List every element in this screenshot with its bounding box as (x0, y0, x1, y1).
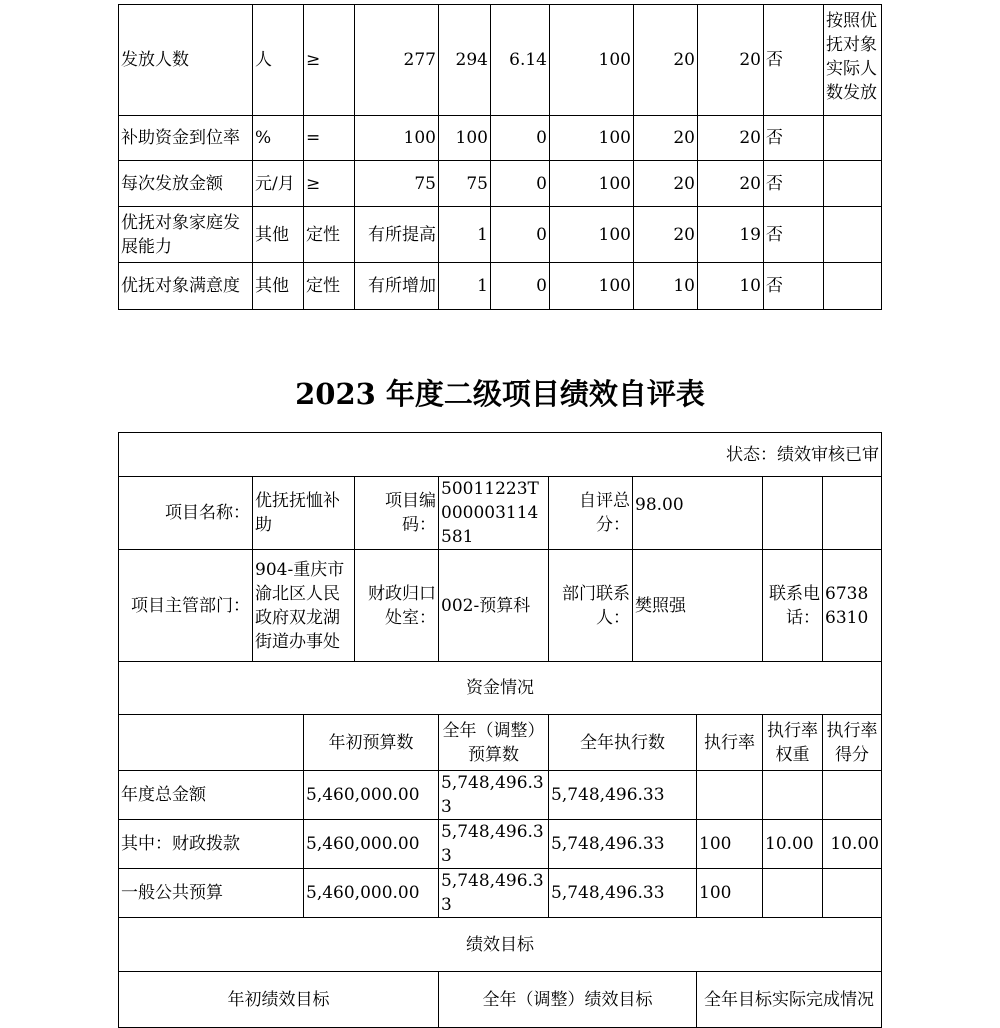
indicator-deviation: 0 (491, 161, 550, 207)
status-text: 状态：绩效审核已审 (119, 433, 882, 477)
col-header-actual-completion: 全年目标实际完成情况 (697, 972, 882, 1028)
project-code-label: 项目编码： (355, 477, 439, 550)
indicator-unit: 其他 (253, 207, 304, 263)
funds-executed: 5,748,496.33 (549, 820, 697, 869)
funds-row-label: 年度总金额 (119, 771, 304, 820)
indicator-deviation: 0 (491, 207, 550, 263)
table-row (119, 550, 882, 662)
table-row (119, 715, 882, 771)
indicator-actual: 1 (439, 207, 491, 263)
funds-score (823, 869, 882, 918)
indicator-operator: = (304, 116, 355, 161)
indicator-target: 277 (355, 5, 439, 116)
funds-initial: 5,460,000.00 (304, 771, 439, 820)
indicator-operator: 定性 (304, 263, 355, 310)
table-row (119, 869, 882, 918)
indicator-unit: % (253, 116, 304, 161)
table-row (119, 5, 882, 116)
phone-label: 联系电话： (763, 550, 823, 662)
table-row (119, 161, 882, 207)
indicator-score-base: 100 (550, 263, 634, 310)
indicator-actual: 294 (439, 5, 491, 116)
project-name: 优抚抚恤补助 (253, 477, 355, 550)
indicator-target: 有所提高 (355, 207, 439, 263)
table-row (119, 771, 882, 820)
funds-adjusted: 5,748,496.33 (439, 820, 549, 869)
contact-label: 部门联系人： (549, 550, 633, 662)
funds-initial: 5,460,000.00 (304, 869, 439, 918)
funds-score (823, 771, 882, 820)
col-header-executed: 全年执行数 (549, 715, 697, 771)
funds-weight: 10.00 (763, 820, 823, 869)
empty-cell (823, 477, 882, 550)
table-row (119, 477, 882, 550)
indicator-score-base: 100 (550, 5, 634, 116)
funds-adjusted: 5,748,496.33 (439, 771, 549, 820)
indicator-unit: 元/月 (253, 161, 304, 207)
indicator-flag: 否 (764, 161, 824, 207)
indicator-flag: 否 (764, 5, 824, 116)
indicator-weight: 20 (634, 116, 698, 161)
funds-executed: 5,748,496.33 (549, 869, 697, 918)
empty-cell (763, 477, 823, 550)
table-row (119, 972, 882, 1028)
table-row (119, 918, 882, 972)
dept-label: 项目主管部门： (119, 550, 253, 662)
indicator-score: 20 (698, 5, 764, 116)
indicator-note (824, 161, 882, 207)
col-header-rate: 执行率 (697, 715, 763, 771)
table-row (119, 263, 882, 310)
finance-office-label: 财政归口处室： (355, 550, 439, 662)
indicator-name: 优抚对象满意度 (119, 263, 253, 310)
funds-rate: 100 (697, 869, 763, 918)
indicator-name: 发放人数 (119, 5, 253, 116)
indicator-actual: 75 (439, 161, 491, 207)
col-header-initial-goal: 年初绩效目标 (119, 972, 439, 1028)
funds-rate: 100 (697, 820, 763, 869)
funds-adjusted: 5,748,496.33 (439, 869, 549, 918)
indicator-score-base: 100 (550, 207, 634, 263)
project-code: 50011223T000003114581 (439, 477, 549, 550)
col-header-initial: 年初预算数 (304, 715, 439, 771)
indicator-operator: ≥ (304, 5, 355, 116)
table-row (119, 433, 882, 477)
goals-header: 绩效目标 (119, 918, 882, 972)
indicator-score: 19 (698, 207, 764, 263)
indicator-flag: 否 (764, 207, 824, 263)
funds-weight (763, 869, 823, 918)
indicator-unit: 人 (253, 5, 304, 116)
indicator-deviation: 0 (491, 116, 550, 161)
indicator-score-base: 100 (550, 161, 634, 207)
indicator-actual: 1 (439, 263, 491, 310)
finance-office: 002-预算科 (439, 550, 549, 662)
indicator-note (824, 116, 882, 161)
indicator-table (118, 4, 882, 310)
indicator-target: 有所增加 (355, 263, 439, 310)
self-evaluation-table (118, 432, 882, 1028)
indicator-weight: 20 (634, 161, 698, 207)
self-score: 98.00 (633, 477, 763, 550)
col-header-score: 执行率得分 (823, 715, 882, 771)
table-row (119, 207, 882, 263)
indicator-score: 10 (698, 263, 764, 310)
indicator-flag: 否 (764, 116, 824, 161)
self-score-label: 自评总分： (549, 477, 633, 550)
funds-weight (763, 771, 823, 820)
funds-row-label: 其中：财政拨款 (119, 820, 304, 869)
indicator-deviation: 0 (491, 263, 550, 310)
indicator-actual: 100 (439, 116, 491, 161)
empty-cell (119, 715, 304, 771)
col-header-adjusted: 全年（调整）预算数 (439, 715, 549, 771)
indicator-name: 优抚对象家庭发展能力 (119, 207, 253, 263)
indicator-note: 按照优抚对象实际人数发放 (824, 5, 882, 116)
indicator-weight: 20 (634, 207, 698, 263)
indicator-score: 20 (698, 116, 764, 161)
indicator-weight: 20 (634, 5, 698, 116)
funds-row-label: 一般公共预算 (119, 869, 304, 918)
indicator-note (824, 263, 882, 310)
col-header-adjusted-goal: 全年（调整）绩效目标 (439, 972, 697, 1028)
indicator-score: 20 (698, 161, 764, 207)
indicator-name: 补助资金到位率 (119, 116, 253, 161)
funds-header: 资金情况 (119, 662, 882, 715)
contact: 樊照强 (633, 550, 763, 662)
indicator-operator: ≥ (304, 161, 355, 207)
indicator-score-base: 100 (550, 116, 634, 161)
col-header-weight: 执行率权重 (763, 715, 823, 771)
phone: 67386310 (823, 550, 882, 662)
page-title: 2023 年度二级项目绩效自评表 (295, 377, 705, 411)
indicator-target: 100 (355, 116, 439, 161)
indicator-unit: 其他 (253, 263, 304, 310)
dept: 904-重庆市渝北区人民政府双龙湖街道办事处 (253, 550, 355, 662)
indicator-deviation: 6.14 (491, 5, 550, 116)
table-row (119, 116, 882, 161)
project-name-label: 项目名称： (119, 477, 253, 550)
table-row (119, 662, 882, 715)
funds-initial: 5,460,000.00 (304, 820, 439, 869)
table-row (119, 820, 882, 869)
indicator-target: 75 (355, 161, 439, 207)
indicator-operator: 定性 (304, 207, 355, 263)
indicator-name: 每次发放金额 (119, 161, 253, 207)
indicator-weight: 10 (634, 263, 698, 310)
funds-rate (697, 771, 763, 820)
indicator-note (824, 207, 882, 263)
indicator-flag: 否 (764, 263, 824, 310)
funds-executed: 5,748,496.33 (549, 771, 697, 820)
funds-score: 10.00 (823, 820, 882, 869)
